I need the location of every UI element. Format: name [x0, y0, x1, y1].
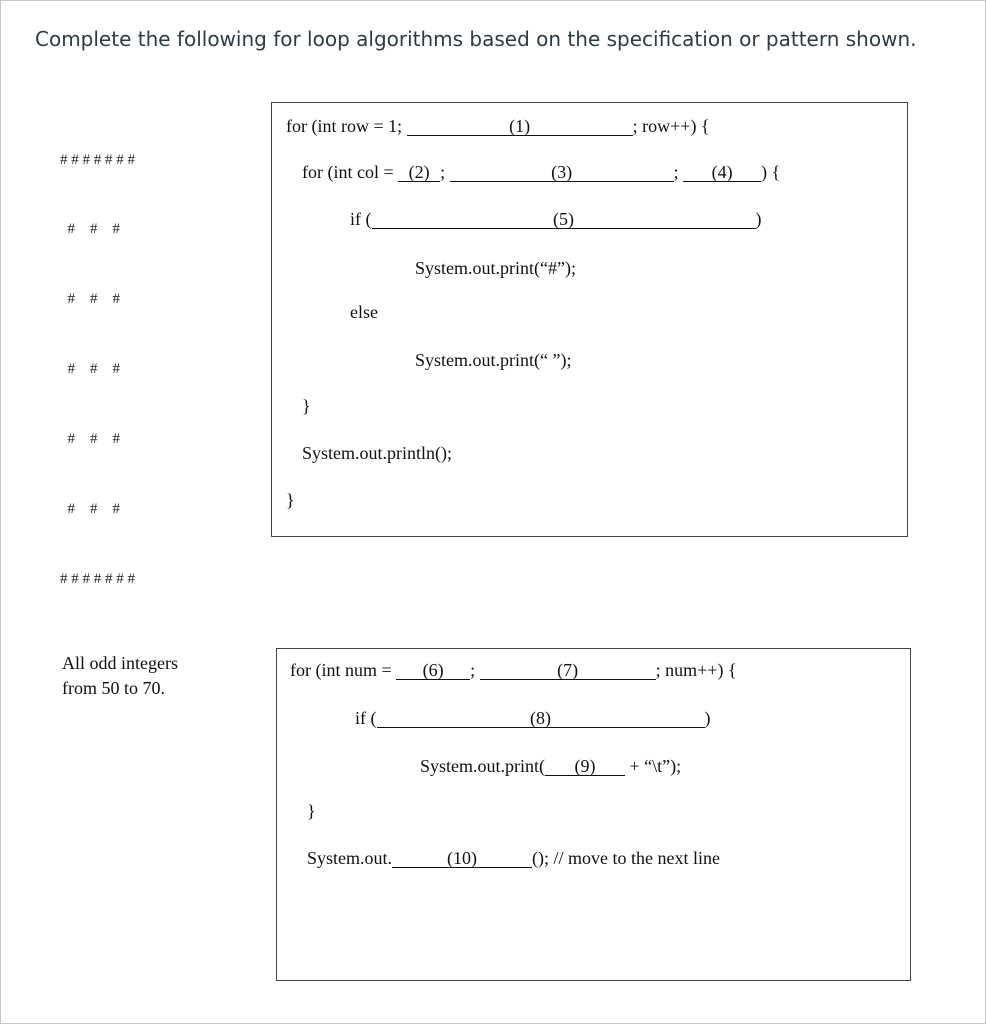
hash-pattern [60, 102, 135, 615]
pattern-line: # # # [60, 291, 120, 308]
blank-10[interactable]: (10) [392, 849, 532, 868]
blank-4[interactable]: (4) [683, 163, 761, 182]
print-hash-line: System.out.print(“#”); [415, 258, 576, 278]
blank-5[interactable]: (5) [372, 210, 756, 229]
blank-3[interactable]: (3) [450, 163, 674, 182]
spec-line: All odd integers [62, 653, 178, 673]
blank-7[interactable]: (7) [480, 661, 656, 680]
spec-text [62, 651, 178, 701]
pattern-line: # # # # # # # [60, 570, 135, 587]
else-line: else [350, 302, 378, 322]
println-line: System.out.println(); [302, 443, 452, 463]
print-num-line: System.out.print( (9) + “\t”); [420, 756, 682, 776]
pattern-line: # # # [60, 221, 120, 238]
instruction-text: Complete the following for loop algorithms based on the specification or pattern shown. [35, 27, 917, 51]
code-box-odd-integers [276, 648, 911, 981]
close-brace: } [307, 801, 316, 821]
blank-8[interactable]: (8) [377, 709, 705, 728]
pattern-line: # # # [60, 431, 120, 448]
pattern-line: # # # [60, 501, 120, 518]
outer-close-brace: } [286, 490, 295, 510]
pattern-line: # # # # # # # [60, 151, 135, 168]
if-line: if ( (5) ) [350, 209, 762, 229]
if-line: if ( (8) ) [355, 708, 711, 728]
row-for-line: for (int row = 1; (1) ; row++) { [286, 116, 710, 136]
blank-9[interactable]: (9) [545, 757, 625, 776]
num-for-line: for (int num = (6) ; (7) ; num++) { [290, 660, 737, 680]
spec-line: from 50 to 70. [62, 678, 165, 698]
blank-1[interactable]: (1) [407, 117, 633, 136]
blank-2[interactable]: (2) [398, 163, 440, 182]
inner-close-brace: } [302, 396, 311, 416]
pattern-line: # # # [60, 361, 120, 378]
code-box-pattern [271, 102, 908, 537]
print-space-line: System.out.print(“ ”); [415, 350, 572, 370]
col-for-line: for (int col = (2) ; (3) ; (4) ) { [302, 162, 781, 182]
blank-6[interactable]: (6) [396, 661, 470, 680]
sysout-line: System.out. (10) (); // move to the next line [307, 848, 720, 868]
